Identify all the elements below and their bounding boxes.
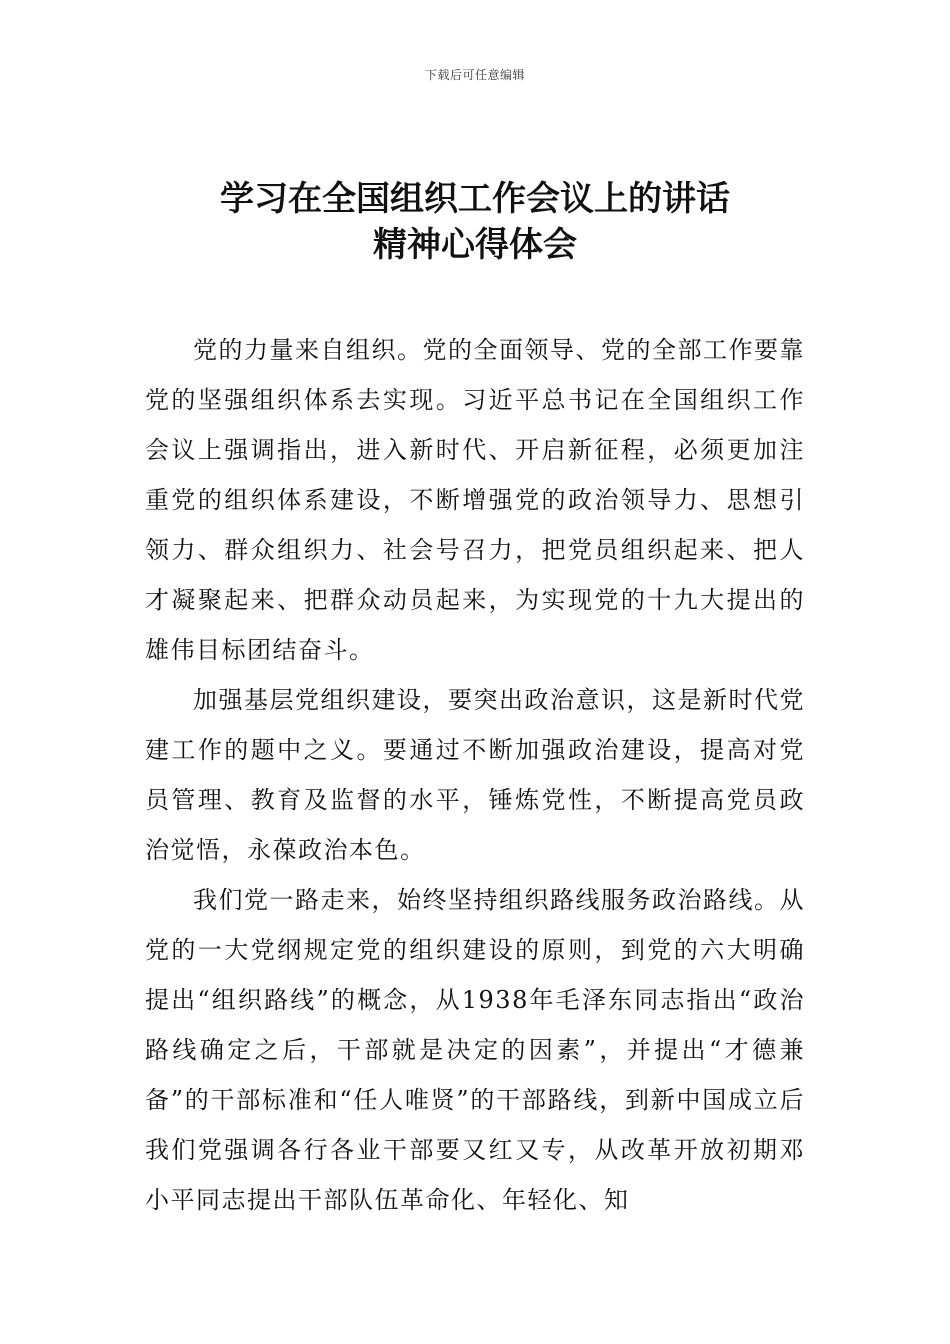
title-line-2: 精神心得体会 <box>373 225 577 265</box>
document-title <box>0 176 950 268</box>
title-line-1: 学习在全国组织工作会议上的讲话 <box>220 179 730 219</box>
document-body <box>145 325 805 1225</box>
header-note: 下载后可任意编辑 <box>424 68 525 82</box>
paragraph-3: 我们党一路走来，始终坚持组织路线服务政治路线。从党的一大党纲规定党的组织建设的原则，到党的六大明确提出“组织路线”的概念，从1938年毛泽东同志指出“政治路线确定之后，干部就是决定的因素”，并提出“才德兼备”的干部标准和“任人唯贤”的干部路线，到新中国成立后我们党强调各行各业干部要又红又专，从改革开放初期邓小平同志提出干部队伍革命化、年轻化、知 <box>145 886 805 1214</box>
paragraph-2: 加强基层党组织建设，要突出政治意识，这是新时代党建工作的题中之义。要通过不断加强政治建设，提高对党员管理、教育及监督的水平，锤炼党性，不断提高党员政治觉悟，永葆政治本色。 <box>145 686 805 864</box>
paragraph-1: 党的力量来自组织。党的全面领导、党的全部工作要靠党的坚强组织体系去实现。习近平总书记在全国组织工作会议上强调指出，进入新时代、开启新征程，必须更加注重党的组织体系建设，不断增强党的政治领导力、思想引领力、群众组织力、社会号召力，把党员组织起来、把人才凝聚起来、把群众动员起来，为实现党的十九大提出的雄伟目标团结奋斗。 <box>145 336 805 664</box>
